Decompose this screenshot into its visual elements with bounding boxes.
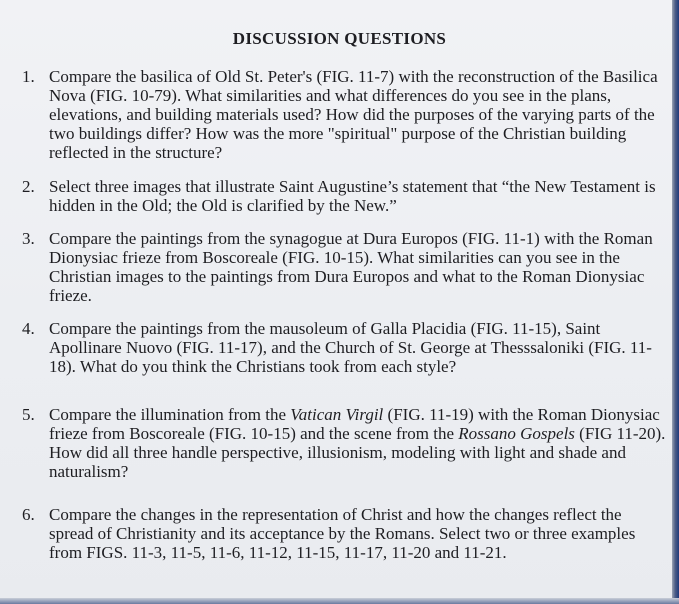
question-text-part: (FIG. 11-19) with the Roman Dionysiac frieze from Boscoreale (FIG. 10-15) and the scene from the — [49, 405, 660, 443]
question-number: 1. — [22, 67, 35, 86]
question-text: Compare the changes in the representation of Christ and how the changes reflect the spread of Christianity and its acceptance by the Romans. Select two or three examples from FIGS. 11-3, 11-5, 11-6, 11-12, 11-15, 11-17, 11-20 and 11-21. — [49, 505, 636, 562]
page-title: DISCUSSION QUESTIONS — [232, 29, 447, 48]
question-3 — [22, 229, 670, 305]
work-title-vatican-virgil: Vatican Virgil — [290, 405, 384, 424]
question-number: 4. — [22, 319, 35, 338]
question-2 — [22, 177, 670, 215]
question-number: 3. — [22, 229, 35, 248]
question-1 — [22, 67, 670, 162]
question-text: Compare the basilica of Old St. Peter's (FIG. 11-7) with the reconstruction of the Basilica Nova (FIG. 10-79). What similarities and what differences do you see in the plans, elevations, and building materials used? How did the purposes of the varying parts of the two buildings differ? How was the more "spiritual" purpose of the Christian building reflected in the structure? — [49, 67, 658, 162]
page-edge-right — [672, 0, 679, 604]
question-6 — [22, 505, 670, 562]
question-number: 5. — [22, 405, 35, 424]
question-text-part: Compare the illumination from the — [49, 405, 291, 424]
question-text: Compare the paintings from the mausoleum of Galla Placidia (FIG. 11-15), Saint Apollinare Nuovo (FIG. 11-17), and the Church of St. George at Thesssaloniki (FIG. 11-18). What do you think the Christians took from each style? — [49, 319, 652, 376]
question-number: 2. — [22, 177, 35, 196]
question-text: Select three images that illustrate Saint Augustine’s statement that “the New Testament is hidden in the Old; the Old is clarified by the New.” — [49, 177, 656, 215]
question-5 — [22, 405, 670, 481]
question-4 — [22, 319, 670, 376]
question-text: Compare the paintings from the synagogue at Dura Europos (FIG. 11-1) with the Roman Dionysiac frieze from Boscoreale (FIG. 10-15). What similarities can you see in the Christian images to the paintings from Dura Europos and what to the Roman Dionysiac frieze. — [49, 229, 653, 305]
question-text — [49, 405, 670, 481]
question-number: 6. — [22, 505, 35, 524]
question-text-part: (FIG 11-20). How did all three handle perspective, illusionism, modeling with light and shade and naturalism? — [49, 424, 666, 481]
page-edge-bottom — [0, 598, 679, 604]
work-title-rossano-gospels: Rossano Gospels — [458, 424, 575, 443]
